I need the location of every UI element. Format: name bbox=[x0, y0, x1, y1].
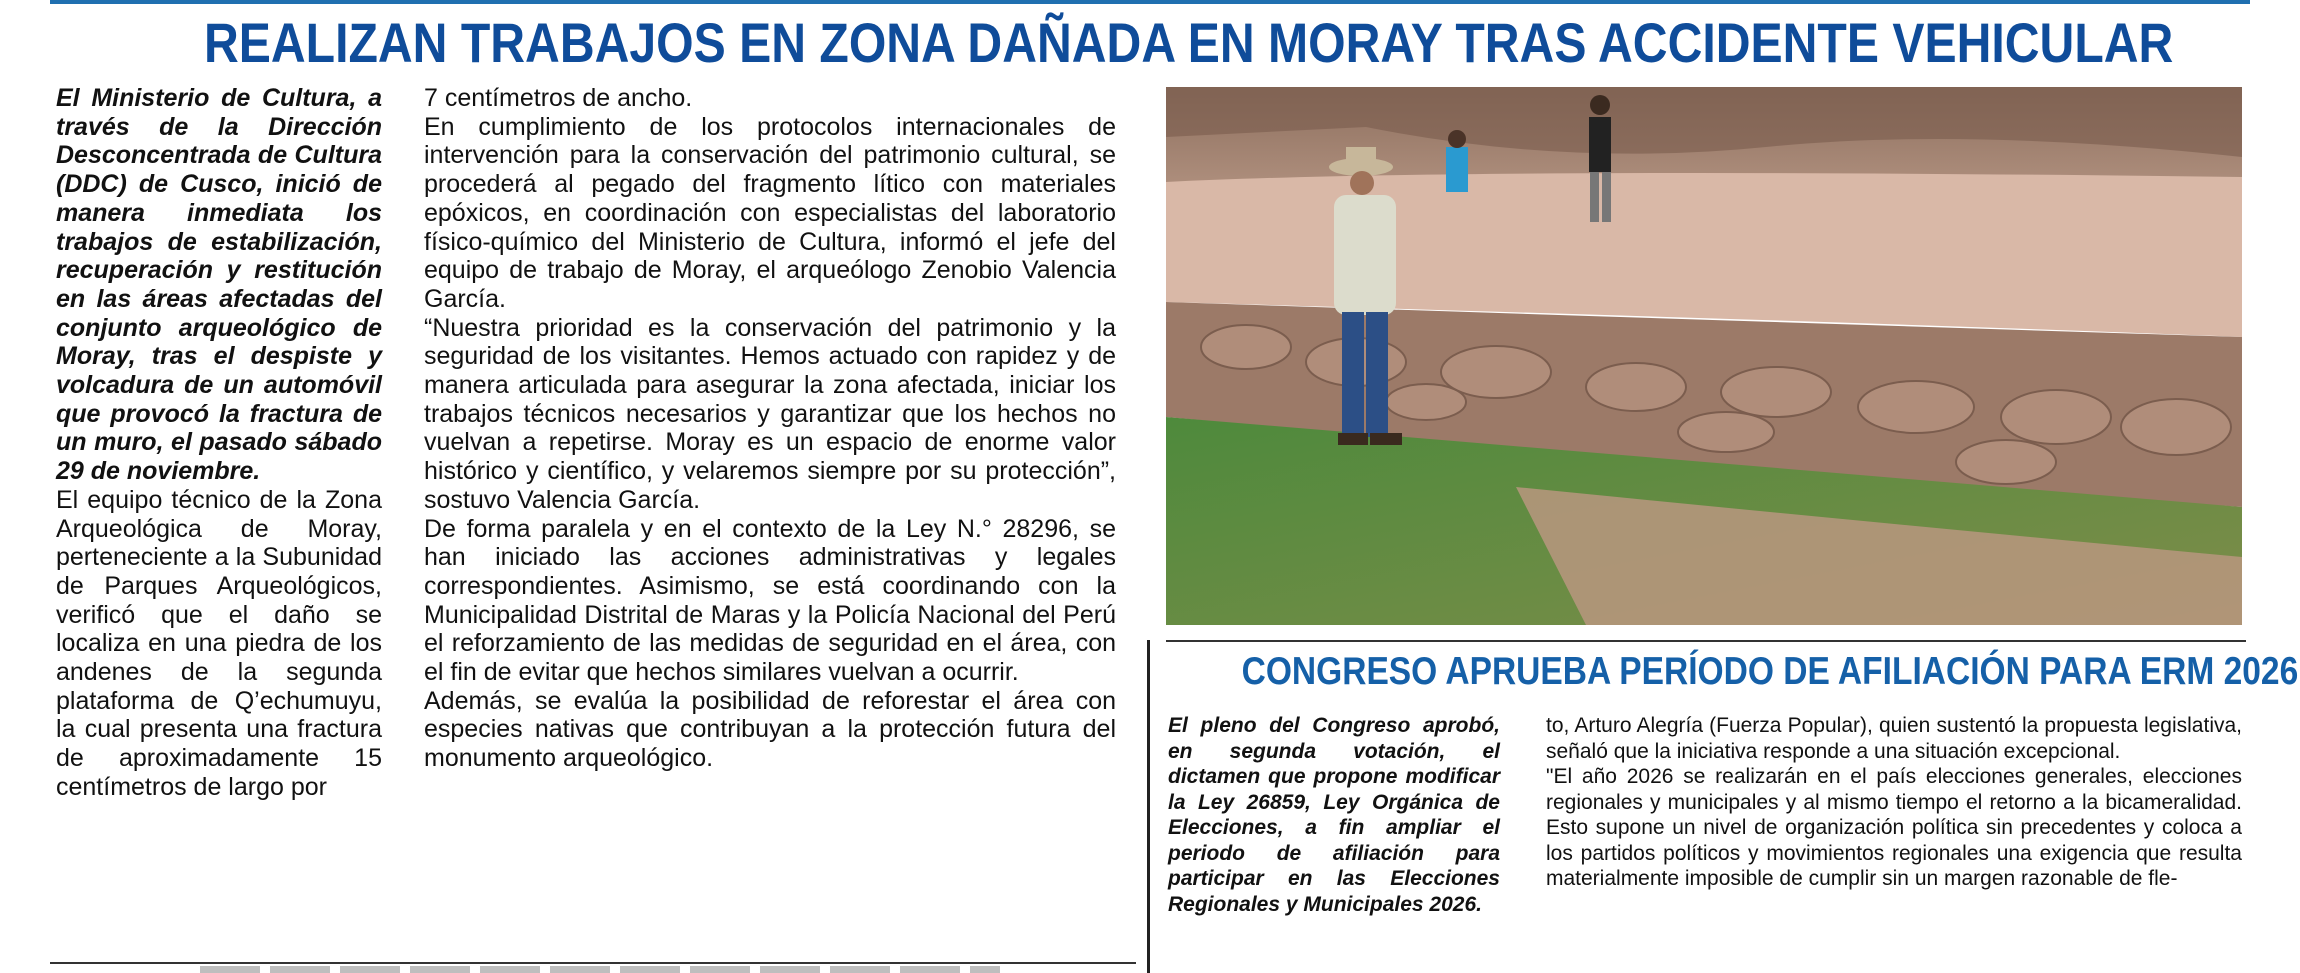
top-rule bbox=[50, 0, 2250, 4]
second-article-lead: El pleno del Congreso aprobó, en segunda votación, el dictamen que propone modificar la Ley 26859, Ley Orgánica de Elecciones, a fin ampliar el periodo de afiliación para participar en las Elecciones Regionales y Municipales 2026. bbox=[1168, 714, 1500, 916]
bottom-divider bbox=[50, 962, 1136, 964]
column-divider bbox=[1147, 640, 1150, 973]
main-article-paragraph: “Nuestra prioridad es la conservación del patrimonio y la seguridad de los visitantes. Hemos actuado con rapidez y de manera articulada para asegurar la zona afectada, iniciar los trabajos técnicos necesarios y garantizar que los hechos no vuelvan a repetirse. Moray es un espacio de enorme valor histórico y científico, y velaremos siempre por su protección”, sostuvo Valencia García. bbox=[424, 313, 1116, 514]
second-article-column-1 bbox=[1168, 713, 1500, 917]
main-article-paragraph: 7 centímetros de ancho. bbox=[424, 84, 693, 112]
second-headline: CONGRESO APRUEBA PERÍODO DE AFILIACIÓN PARA ERM 2026 bbox=[1241, 650, 2299, 693]
section-divider bbox=[1166, 640, 2246, 642]
main-article-lead: El Ministerio de Cultura, a través de la Dirección Desconcentrada de Cultura (DDC) de Cusco, inició de manera inmediata los trabajos de estabilización, recuperación y restitución en las áreas afectadas del conjunto arqueológico de Moray, tras el despiste y volcadura de un automóvil que provocó la fractura de un muro, el pasado sábado 29 de noviembre. bbox=[56, 84, 382, 486]
second-article-column-2 bbox=[1546, 713, 2242, 892]
moray-terrace-photo bbox=[1166, 87, 2242, 625]
main-article-paragraph: El equipo técnico de la Zona Arqueológica de Moray, perteneciente a la Subunidad de Parques Arqueológicos, verificó que el daño se localiza en una piedra de los andenes de la segunda plataforma de Q’echumuyu, la cual presenta una fractura de aproximadamente 15 centímetros de largo por bbox=[56, 485, 382, 801]
main-article-column-2 bbox=[424, 84, 1116, 773]
main-article-column-1 bbox=[56, 84, 382, 802]
article-photo bbox=[1166, 87, 2242, 625]
main-article-paragraph: De forma paralela y en el contexto de la Ley N.° 28296, se han iniciado las acciones administrativas y legales correspondientes. Asimismo, se está coordinando con la Municipalidad Distrital de Maras y la Policía Nacional del Perú el reforzamiento de las medidas de seguridad en el área, con el fin de evitar que hechos similares vuelvan a ocurrir. bbox=[424, 514, 1116, 687]
main-article-paragraph: Además, se evalúa la posibilidad de reforestar el área con especies nativas que contribuyan a la protección futura del monumento arqueológico. bbox=[424, 686, 1116, 773]
cut-off-headline-fragment bbox=[200, 966, 1000, 973]
main-article-paragraph: En cumplimiento de los protocolos internacionales de intervención para la conservación del patrimonio cultural, se procederá al pegado del fragmento lítico con materiales epóxicos, en coordinación con especialistas del laboratorio físico-químico del Ministerio de Cultura, informó el jefe del equipo de trabajo de Moray, el arqueólogo Zenobio Valencia García. bbox=[424, 112, 1116, 313]
main-headline: REALIZAN TRABAJOS EN ZONA DAÑADA EN MORAY TRAS ACCIDENTE VEHICULAR bbox=[204, 11, 2174, 74]
second-article-paragraph: "El año 2026 se realizarán en el país elecciones generales, elecciones regionales y municipales y al mismo tiempo el retorno a la bicameralidad. Esto supone un nivel de organización política sin precedentes y coloca a los partidos políticos y movimientos regionales una exigencia que resulta materialmente imposible de cumplir sin un margen razonable de fle- bbox=[1546, 765, 2242, 890]
second-article-paragraph: to, Arturo Alegría (Fuerza Popular), quien sustentó la propuesta legislativa, señaló que la iniciativa responde a una situación excepcional. bbox=[1546, 714, 2242, 763]
